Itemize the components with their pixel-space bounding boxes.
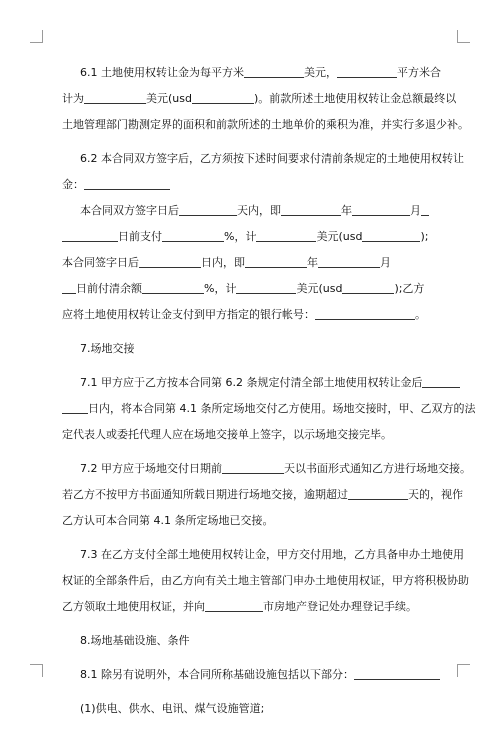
- clause-6-2: [62, 146, 464, 328]
- blank-field[interactable]: [315, 307, 415, 320]
- document-body: [62, 60, 476, 730]
- text-run: 本合同双方签字日后: [80, 204, 179, 217]
- blank-field[interactable]: [62, 401, 88, 414]
- text-run: 天内，即: [237, 204, 281, 217]
- text-line: [62, 198, 452, 224]
- blank-field[interactable]: [348, 487, 408, 500]
- text-run: 6.1 土地使用权转让金为每平方米: [80, 66, 244, 79]
- text-line: 7.3 在乙方支付全部土地使用权转让金，甲方交付用地，乙方具备申办土地使用: [80, 548, 464, 561]
- clause-7-1: [62, 370, 476, 448]
- blank-field[interactable]: [222, 461, 284, 474]
- text-line: [62, 86, 457, 112]
- text-run: 本合同签字日后: [62, 256, 139, 269]
- text-run: 应将土地使用权转让金支付到甲方指定的银行帐号：: [62, 308, 315, 321]
- text-run: 美元，: [304, 66, 337, 79]
- text-line: [62, 224, 452, 250]
- text-run: 平方米合: [397, 66, 441, 79]
- blank-field[interactable]: [256, 229, 316, 242]
- blank-field[interactable]: [205, 599, 263, 612]
- text-run: %，计: [224, 230, 257, 243]
- text-run: 日前付清余额: [76, 282, 142, 295]
- text-run: 天以书面形式通知乙方进行场地交接。: [284, 462, 471, 475]
- text-run: 金：: [62, 178, 84, 191]
- blank-field[interactable]: [139, 255, 201, 268]
- text-run: 年: [341, 204, 352, 217]
- text-run: 美元(usd: [146, 92, 192, 105]
- clause-7-3: [62, 542, 469, 620]
- text-run: 计为: [62, 92, 84, 105]
- blank-field[interactable]: [318, 255, 380, 268]
- text-run: 8.1 除另有说明外，本合同所称基础设施包括以下部分：: [80, 668, 354, 681]
- text-run: 7.1 甲方应于乙方按本合同第 6.2 条规定付清全部土地使用权转让金后: [80, 376, 423, 389]
- text-run: 美元(usd: [316, 230, 363, 243]
- text-run: %，计: [204, 282, 237, 295]
- clause-8-1-item-1: [62, 696, 452, 722]
- blank-field[interactable]: [236, 281, 296, 294]
- section-heading: 7.场地交接: [80, 342, 135, 355]
- text-line: [62, 370, 452, 396]
- text-run: 7.2 甲方应于场地交付日期前: [80, 462, 222, 475]
- blank-field[interactable]: [422, 375, 460, 388]
- text-line: [62, 302, 452, 328]
- blank-field[interactable]: [281, 203, 341, 216]
- blank-field[interactable]: [84, 91, 146, 104]
- text-run: 日内，将本合同第 4.1 条所定场地交付乙方使用。场地交接时，甲、乙双方的法: [88, 402, 476, 415]
- blank-field[interactable]: [179, 203, 237, 216]
- clause-7-2: [62, 456, 471, 534]
- text-run: );: [420, 230, 429, 243]
- text-run: 乙方领取土地使用权证，并向: [62, 600, 205, 613]
- crop-mark-bottom-right: [457, 664, 470, 677]
- text-run: 若乙方不按甲方书面通知所载日期进行场地交接，逾期超过: [62, 488, 348, 501]
- text-line: [62, 594, 452, 620]
- blank-field[interactable]: [62, 229, 118, 242]
- blank-field[interactable]: [337, 65, 397, 78]
- text-run: 年: [307, 256, 318, 269]
- blank-field[interactable]: [342, 281, 394, 294]
- text-run: 天的，视作: [408, 488, 463, 501]
- text-line: 权证的全部条件后，由乙方向有关土地主管部门申办土地使用权证，甲方将积极协助: [62, 574, 469, 587]
- text-line: [62, 250, 452, 276]
- text-run: 日内，即: [201, 256, 245, 269]
- text-line: [62, 662, 452, 688]
- text-run: )。前款所述土地使用权转让金总额最终以: [253, 92, 457, 105]
- text-run: 。: [415, 308, 426, 321]
- section-8-heading: [62, 628, 452, 654]
- text-line: [62, 60, 452, 86]
- crop-mark-bottom-left: [30, 664, 43, 677]
- clause-6-1: [62, 60, 469, 138]
- text-line: 定代表人或委托代理人应在场地交接单上签字，以示场地交接完毕。: [62, 428, 392, 441]
- crop-mark-top-left: [30, 30, 43, 43]
- blank-field[interactable]: [352, 203, 410, 216]
- text-run: 日前支付: [118, 230, 162, 243]
- section-heading: 8.场地基础设施、条件: [80, 634, 190, 647]
- blank-field[interactable]: [421, 203, 429, 216]
- blank-field[interactable]: [245, 255, 307, 268]
- text-run: 月: [410, 204, 421, 217]
- text-run: );乙方: [394, 282, 425, 295]
- blank-field[interactable]: [142, 281, 204, 294]
- text-line: [62, 396, 476, 422]
- text-line: 乙方认可本合同第 4.1 条所定场地已交接。: [62, 514, 274, 527]
- blank-field[interactable]: [192, 91, 254, 104]
- text-line: [62, 456, 471, 482]
- blank-field[interactable]: [162, 229, 224, 242]
- text-line: [62, 276, 452, 302]
- text-run: 月: [380, 256, 391, 269]
- blank-field[interactable]: [62, 281, 76, 294]
- text-line: (1)供电、供水、电讯、煤气设施管道;: [80, 702, 265, 715]
- text-line: 6.2 本合同双方签字后，乙方须按下述时间要求付清前条规定的土地使用权转让: [80, 152, 464, 165]
- text-line: [62, 482, 463, 508]
- text-run: 美元(usd: [296, 282, 343, 295]
- text-run: 市房地产登记处办理登记手续。: [263, 600, 417, 613]
- text-line: 土地管理部门勘测定界的面积和前款所述的土地单价的乘积为准，并实行多退少补。: [62, 118, 469, 131]
- crop-mark-top-right: [457, 30, 470, 43]
- blank-field[interactable]: [354, 667, 440, 680]
- text-line: [62, 172, 452, 198]
- section-7-heading: [62, 336, 452, 362]
- blank-field[interactable]: [84, 177, 170, 190]
- blank-field[interactable]: [362, 229, 420, 242]
- clause-8-1: [62, 662, 452, 688]
- blank-field[interactable]: [244, 65, 304, 78]
